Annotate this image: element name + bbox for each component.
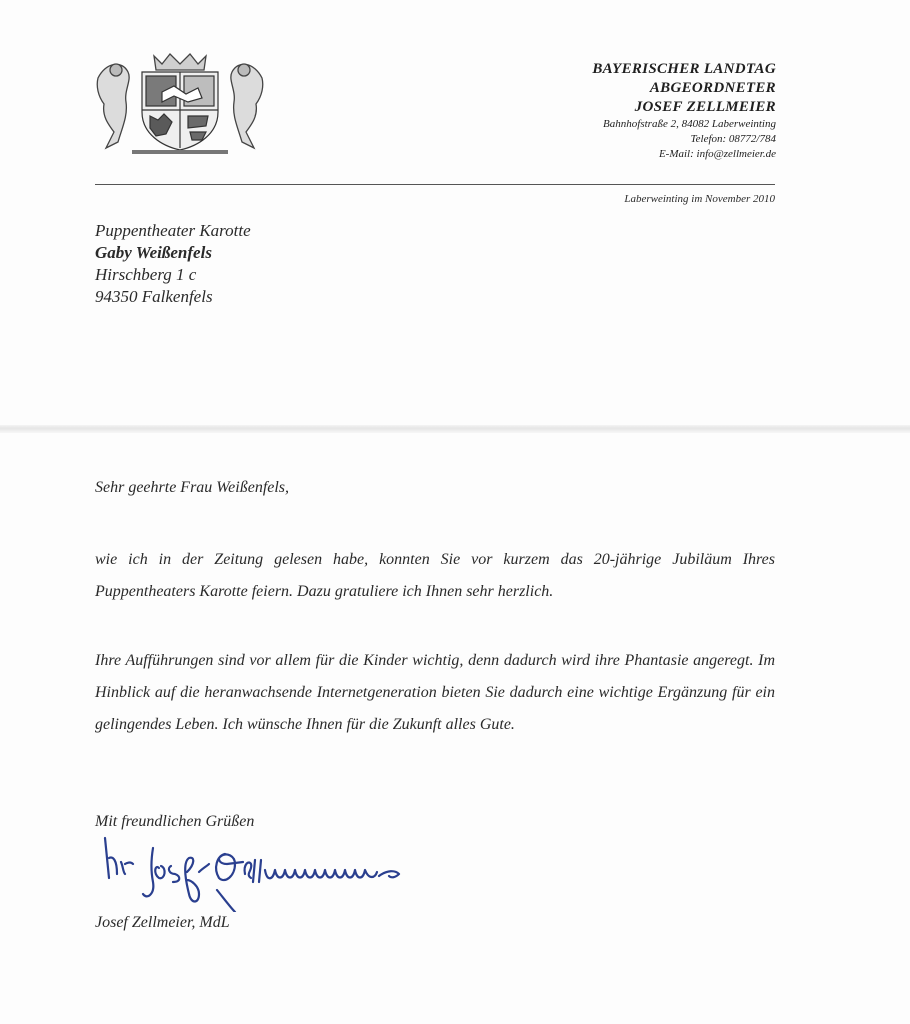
header-divider [95, 184, 775, 185]
letterhead-address: Bahnhofstraße 2, 84082 Laberweinting [603, 118, 776, 130]
body-paragraph-2: Ihre Aufführungen sind vor allem für die Kinder wichtig, denn dadurch wird ihre Phantasie angeregt. Im Hinblick auf die heranwachsende Internetgeneration bieten Sie dadurch eine wichtige Ergänzung für ein gelingendes Leben. Ich wünsche Ihnen für die Zukunft alles Gute. [95, 652, 775, 733]
recipient-city: 94350 Falkenfels [95, 287, 213, 306]
recipient-address [95, 220, 251, 308]
recipient-street: Hirschberg 1 c [95, 265, 197, 284]
bavarian-coat-of-arms-icon [92, 50, 268, 156]
letterhead-name: JOSEF ZELLMEIER [634, 99, 776, 115]
letterhead-role: ABGEORDNETER [649, 80, 776, 96]
handwritten-signature [95, 834, 495, 912]
closing: Mit freundlichen Grüßen [95, 813, 255, 830]
letterhead-institution: BAYERISCHER LANDTAG [592, 61, 776, 77]
body-paragraph-1: wie ich in der Zeitung gelesen habe, konnten Sie vor kurzem das 20-jährige Jubiläum Ihres Puppentheaters Karotte feiern. Dazu gratuliere ich Ihnen sehr herzlich. [95, 551, 775, 600]
signer-name: Josef Zellmeier, MdL [95, 914, 230, 931]
recipient-organization: Puppentheater Karotte [95, 221, 251, 240]
letterhead [592, 60, 776, 162]
letterhead-phone: Telefon: 08772/784 [690, 133, 776, 145]
letterhead-email: E-Mail: info@zellmeier.de [658, 148, 776, 160]
dateline: Laberweinting im November 2010 [624, 193, 775, 205]
paper-fold [0, 425, 910, 433]
recipient-name: Gaby Weißenfels [95, 243, 212, 262]
salutation: Sehr geehrte Frau Weißenfels, [95, 479, 290, 496]
